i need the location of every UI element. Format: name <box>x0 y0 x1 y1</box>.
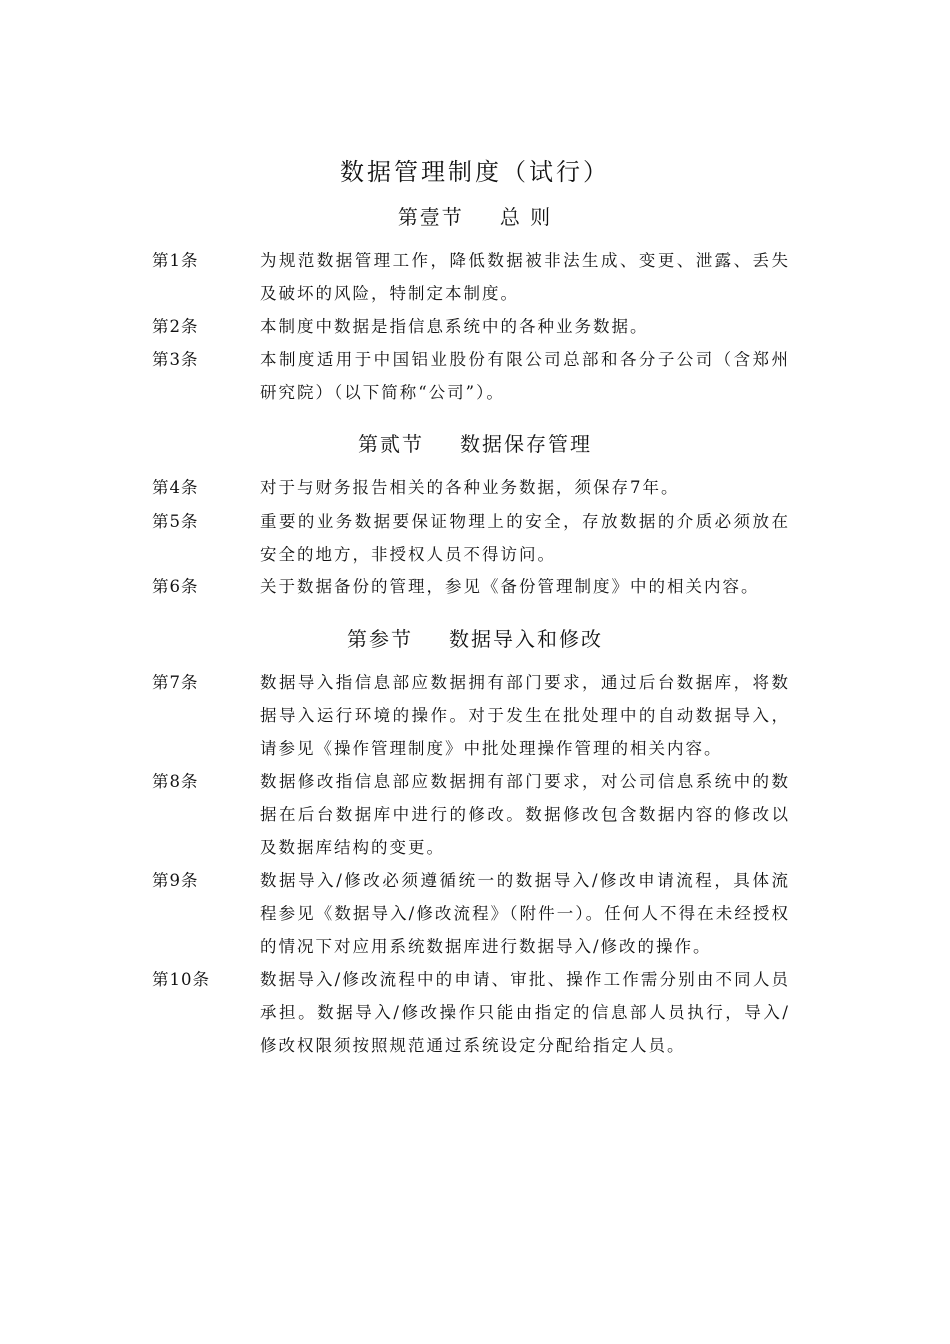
section-heading <box>0 624 950 654</box>
section-heading <box>0 429 950 459</box>
article-4 <box>152 471 792 504</box>
section-title: 数据保存管理 <box>460 432 592 456</box>
article-number: 第6条 <box>152 577 199 596</box>
article-number: 第8条 <box>152 772 199 791</box>
article-text: 重要的业务数据要保证物理上的安全，存放数据的介质必须放在安全的地方，非授权人员不得访问。 <box>260 512 790 564</box>
article-text: 为规范数据管理工作，降低数据被非法生成、变更、泄露、丢失及破坏的风险，特制定本制度。 <box>260 251 790 303</box>
section-2 <box>0 429 950 459</box>
section-title: 总 则 <box>499 205 553 229</box>
article-text: 数据导入/修改流程中的申请、审批、操作工作需分别由不同人员承担。数据导入/修改操作只能由指定的信息部人员执行，导入/修改权限须按照规范通过系统设定分配给指定人员。 <box>260 970 790 1055</box>
article-10 <box>152 963 792 1062</box>
article-text: 数据导入指信息部应数据拥有部门要求，通过后台数据库，将数据导入运行环境的操作。对于发生在批处理中的自动数据导入，请参见《操作管理制度》中批处理操作管理的相关内容。 <box>260 673 790 758</box>
article-number: 第3条 <box>152 350 199 369</box>
section-number: 第壹节 <box>397 205 464 229</box>
article-8 <box>152 765 792 864</box>
section-number: 第贰节 <box>358 432 424 456</box>
article-1 <box>152 244 792 310</box>
article-number: 第10条 <box>152 970 210 989</box>
article-text: 对于与财务报告相关的各种业务数据，须保存7年。 <box>260 478 680 497</box>
section-3 <box>0 624 950 654</box>
article-number: 第2条 <box>152 317 199 336</box>
article-3 <box>152 343 792 409</box>
article-number: 第4条 <box>152 478 199 497</box>
article-number: 第5条 <box>152 512 199 531</box>
article-number: 第7条 <box>152 673 199 692</box>
article-7 <box>152 666 792 765</box>
article-2 <box>152 310 792 343</box>
section-title: 数据导入和修改 <box>449 627 603 651</box>
article-number: 第9条 <box>152 871 199 890</box>
article-text: 本制度适用于中国铝业股份有限公司总部和各分子公司（含郑州研究院）（以下简称“公司”）。 <box>260 350 790 402</box>
section-number: 第参节 <box>347 627 413 651</box>
section-heading <box>0 202 950 232</box>
article-text: 本制度中数据是指信息系统中的各种业务数据。 <box>260 317 649 336</box>
article-text: 数据导入/修改必须遵循统一的数据导入/修改申请流程，具体流程参见《数据导入/修改流程》（附件一）。任何人不得在未经授权的情况下对应用系统数据库进行数据导入/修改的操作。 <box>260 871 790 956</box>
article-5 <box>152 505 792 571</box>
document-title: 数据管理制度（试行） <box>340 158 610 186</box>
article-text: 关于数据备份的管理，参见《备份管理制度》中的相关内容。 <box>260 577 760 596</box>
article-text: 数据修改指信息部应数据拥有部门要求，对公司信息系统中的数据在后台数据库中进行的修改。数据修改包含数据内容的修改以及数据库结构的变更。 <box>260 772 790 857</box>
article-9 <box>152 864 792 963</box>
article-number: 第1条 <box>152 251 199 270</box>
section-1 <box>0 202 950 232</box>
article-6 <box>152 570 792 603</box>
